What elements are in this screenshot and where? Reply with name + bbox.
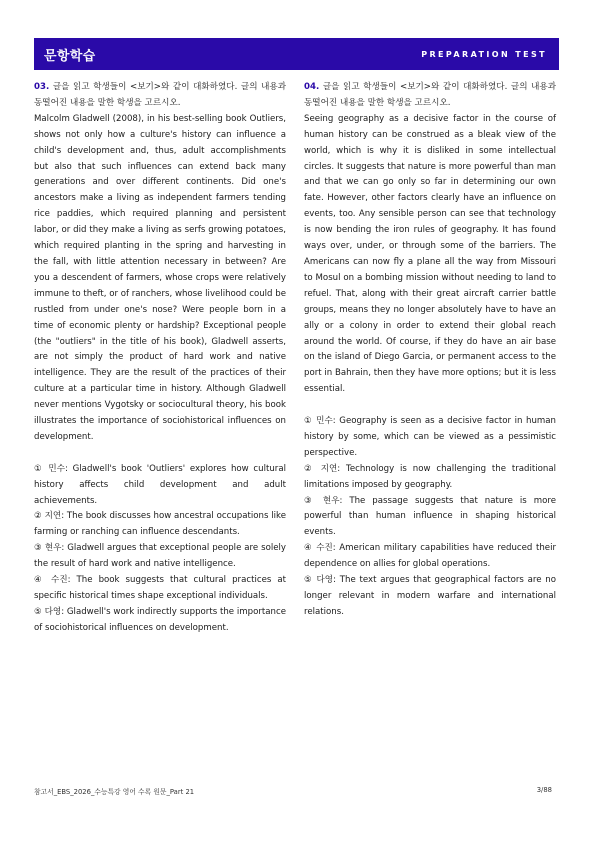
section-title: 문항학습 <box>44 48 96 64</box>
passage: Malcolm Gladwell (2008), in his best-selling book Outliers, shows not only how a culture's history can influence a child's development and, thus, adult accomplishments but also that such influences can extend back many generations and over different continents. Did one's ancestors make a living as independent farmers tending rice paddies, which required planning and persistent labor, or did they make a living as serfs growing potatoes, which required planting in the spring and harvesting in the fall, with little attention necessary in between? Are you a descendent of farmers, whose crops were relatively immune to theft, or of ranchers, whose livelihood could be rustled from under one's nose? Were people born in a time of economic plenty or hardship? Exceptional people (the "outliers" in the title of his book), Gladwell asserts, are not simply the product of hard work and native intelligence. They are the result of the practices of their culture at a particular time in history. Although Gladwell never mentions Vygotsky or sociocultural theory, his book illustrates the importance of sociohistorical influences on development. <box>34 113 286 442</box>
header-banner <box>34 38 559 70</box>
option-3: ③ 현우: The passage suggests that nature is more powerful than human influence in shaping historical events. <box>304 495 556 538</box>
question-03 <box>34 80 286 637</box>
option-3: ③ 현우: Gladwell argues that exceptional people are solely the result of hard work and native intelligence. <box>34 543 286 570</box>
option-5: ⑤ 다영: Gladwell's work indirectly supports the importance of sociohistorical influences on development. <box>34 606 286 633</box>
option-4: ④ 수진: American military capabilities have reduced their dependence on allies for global operations. <box>304 543 556 570</box>
option-4: ④ 수진: The book suggests that cultural practices at specific historical times shape exceptional individuals. <box>34 575 286 601</box>
option-2: ② 지연: The book discusses how ancestral occupations like farming or ranching can influence descendants. <box>34 511 286 538</box>
question-instruction <box>34 80 286 112</box>
footer-source: 참고서_EBS_2026_수능특강 영어 수록 원문_Part 21 <box>34 788 195 796</box>
question-instruction <box>304 80 556 112</box>
section-subtitle: PREPARATION TEST <box>421 49 547 59</box>
option-5: ⑤ 다영: The text argues that geographical factors are no longer relevant in modern warfare and international relations. <box>304 575 556 617</box>
passage: Seeing geography as a decisive factor in the course of human history can be construed as a bleak view of the world, which is why it is disliked in some intellectual circles. It suggests that nature is more powerful than man and that we can go only so far in determining our own fate. However, other factors clearly have an influence on events, too. Any sensible person can see that technology is now bending the iron rules of geography. It has found ways over, under, or through some of the barriers. The Americans can now fly a plane all the way from Missouri to Mosul on a bombing mission without needing to land to refuel. That, along with their great aircraft carrier battle groups, means they no longer absolutely have to have an ally or a colony in order to extend their global reach around the world. Of course, if they do have an air base on the island of Diego Garcia, or permanent access to the port in Bahrain, then they have more options; but it is less essential. <box>304 113 556 395</box>
question-number: 03. <box>34 82 50 92</box>
option-2: ② 지연: Technology is now challenging the traditional limitations imposed by geography. <box>304 463 556 490</box>
option-1: ① 민수: Geography is seen as a decisive factor in human history by some, which can be viewed as a pessimistic perspective. <box>304 416 556 458</box>
page-number: 3/88 <box>536 786 552 794</box>
instruction-text: 글을 읽고 학생들이 <보기>와 같이 대화하였다. 글의 내용과 동떨어진 내용을 말한 학생을 고르시오. <box>34 82 286 108</box>
option-1: ① 민수: Gladwell's book 'Outliers' explores how cultural history affects child development and adult achievements. <box>34 463 286 506</box>
question-04 <box>304 80 556 621</box>
instruction-text: 글을 읽고 학생들이 <보기>와 같이 대화하였다. 글의 내용과 동떨어진 내용을 말한 학생을 고르시오. <box>304 82 556 108</box>
question-number: 04. <box>304 82 320 92</box>
